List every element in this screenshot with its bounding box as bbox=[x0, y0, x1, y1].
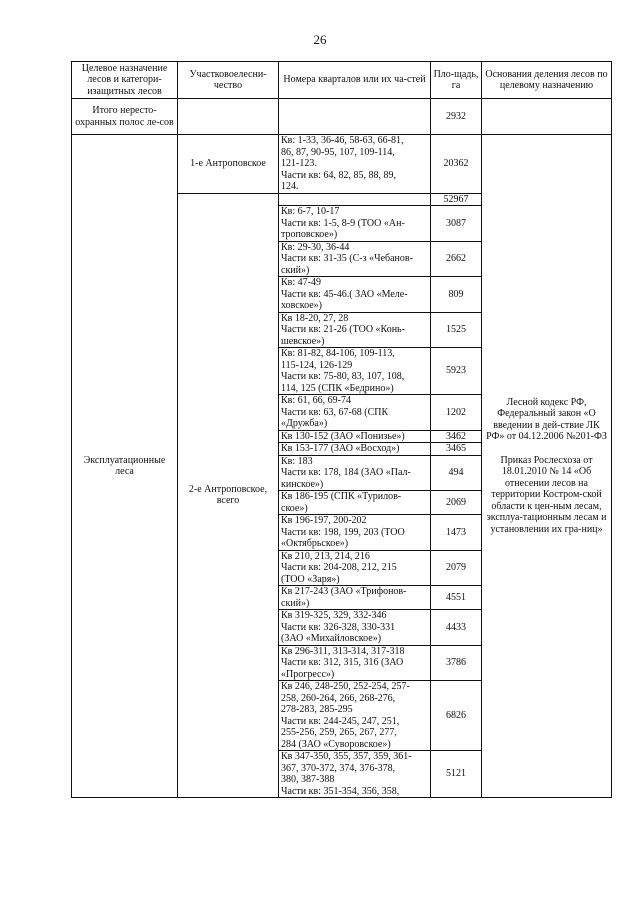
exploitation-forests-label: Эксплуатационные леса bbox=[72, 135, 178, 798]
quarter-line: «Дружба») bbox=[281, 418, 328, 429]
header-basis: Основания деления лесов по целевому назначению bbox=[482, 62, 612, 99]
quarter-line: Кв 196-197, 200-202 bbox=[281, 515, 367, 526]
quarters-cell bbox=[279, 395, 431, 431]
table-header-row bbox=[72, 62, 612, 99]
quarter-line: (ТОО «Заря») bbox=[281, 573, 340, 585]
area-cell: 3462 bbox=[431, 430, 482, 443]
quarters-cell bbox=[279, 515, 431, 551]
quarter-line: Кв 296-311, 313-314, 317-318 bbox=[281, 645, 405, 657]
quarter-line: Кв: 29-30, 36-44 bbox=[281, 241, 350, 253]
quarters-cell bbox=[279, 430, 431, 443]
quarters-cell bbox=[279, 751, 431, 798]
quarter-line: Части кв: 312, 315, 316 (ЗАО bbox=[281, 657, 404, 668]
header-area: Пло-щадь, га bbox=[431, 62, 482, 99]
quarters-cell bbox=[279, 586, 431, 610]
quarter-line: (ЗАО «Михайловское») bbox=[281, 633, 382, 644]
area-cell: 3786 bbox=[431, 645, 482, 681]
quarter-line: Кв: 47-49 bbox=[281, 277, 321, 288]
quarters-cell bbox=[279, 277, 431, 313]
area-cell: 5923 bbox=[431, 348, 482, 395]
quarter-line: Части кв: 63, 67-68 (СПК bbox=[281, 406, 389, 418]
quarter-line: Кв 18-20, 27, 28 bbox=[281, 312, 349, 324]
quarter-line: Части кв: 75-80, 83, 107, 108, bbox=[281, 371, 405, 382]
basis-forest-code: Лесной кодекс РФ, Федеральный закон «О введении в дей-ствие ЛК РФ» от 04.12.2006 №201-ФЗ bbox=[486, 396, 607, 443]
quarter-line: Части кв: 244-245, 247, 251, bbox=[281, 715, 400, 727]
quarter-line: 284 (ЗАО «Суворовское») bbox=[281, 738, 391, 750]
area-cell: 1202 bbox=[431, 395, 482, 431]
quarter-line: Кв 153-177 (ЗАО «Восход») bbox=[281, 443, 400, 454]
quarters-cell bbox=[279, 645, 431, 681]
header-district: Участковоелесни-чество bbox=[178, 62, 279, 99]
basis-rosleskhoz-order: Приказ Рослесхоза от 18.01.2010 № 14 «Об отнесении лесов на территории Костром-ской области к цен-ным лесам, эксплуа-тационным лесам и установлении их гра-ниц» bbox=[486, 454, 607, 535]
area-cell: 1473 bbox=[431, 515, 482, 551]
quarter-line: 124. bbox=[281, 181, 299, 192]
quarter-line: Части кв: 1-5, 8-9 (ТОО «Ан- bbox=[281, 217, 405, 229]
quarter-line: Кв: 81-82, 84-106, 109-113, bbox=[281, 348, 395, 359]
page-number: 26 bbox=[313, 32, 327, 47]
quarter-line: 278-283, 285-295 bbox=[281, 704, 353, 715]
quarter-line: Кв: 6-7, 10-17 bbox=[281, 206, 340, 217]
quarter-line: Кв 130-152 (ЗАО «Понизье») bbox=[281, 430, 405, 442]
quarter-line: Кв 319-325, 329, 332-346 bbox=[281, 610, 387, 621]
area-cell: 494 bbox=[431, 455, 482, 491]
quarter-line: Кв 217-243 (ЗАО «Трифонов- bbox=[281, 586, 407, 597]
quarters-cell bbox=[279, 443, 431, 456]
area-cell: 2079 bbox=[431, 550, 482, 586]
quarter-line: Кв 186-195 (СПК «Турилов- bbox=[281, 491, 402, 502]
district1-quarters bbox=[279, 135, 431, 194]
quarter-line: Кв 210, 213, 214, 216 bbox=[281, 550, 370, 562]
quarter-line: Части кв: 31-35 (С-з «Чебанов- bbox=[281, 253, 413, 264]
quarter-line: 121-123. bbox=[281, 158, 317, 169]
quarter-line: шевское») bbox=[281, 335, 325, 347]
area-cell: 1525 bbox=[431, 312, 482, 348]
quarter-line: Части кв: 198, 199, 203 (ТОО bbox=[281, 526, 405, 538]
quarters-cell bbox=[279, 491, 431, 515]
empty-cell bbox=[482, 99, 612, 135]
area-cell: 3087 bbox=[431, 206, 482, 242]
quarter-line: Кв: 1-33, 36-46, 58-63, 66-81, bbox=[281, 135, 404, 146]
header-purpose: Целевое назначение лесов и категори-изащитных лесов bbox=[72, 62, 178, 99]
area-cell: 809 bbox=[431, 277, 482, 313]
quarters-cell bbox=[279, 312, 431, 348]
quarter-line: ховское») bbox=[281, 300, 322, 311]
quarters-cell bbox=[279, 681, 431, 751]
area-cell: 2069 bbox=[431, 491, 482, 515]
quarter-line: 115-124, 126-129 bbox=[281, 359, 353, 371]
quarters-cell bbox=[279, 455, 431, 491]
quarter-line: Части кв: 326-328, 330-331 bbox=[281, 621, 396, 633]
area-cell: 3465 bbox=[431, 443, 482, 456]
area-cell: 6826 bbox=[431, 681, 482, 751]
quarter-line: ский») bbox=[281, 597, 310, 609]
quarter-line: 114, 125 (СПК «Бедрино») bbox=[281, 382, 394, 394]
forest-purpose-table bbox=[71, 61, 612, 798]
quarter-line: Части кв: 21-26 (ТОО «Конь- bbox=[281, 324, 405, 335]
quarter-line: Кв: 61, 66, 69-74 bbox=[281, 395, 351, 406]
quarter-line: Кв: 183 bbox=[281, 455, 313, 467]
district1-area: 20362 bbox=[431, 135, 482, 194]
quarter-line: 258, 260-264, 266, 268-276, bbox=[281, 692, 396, 704]
quarter-line: «Прогресс») bbox=[281, 668, 335, 680]
quarter-line: Части кв: 351-354, 356, 358, bbox=[281, 785, 400, 797]
quarter-line: 255-256, 259, 265, 267, 277, bbox=[281, 727, 397, 738]
quarters-cell bbox=[279, 241, 431, 277]
quarter-line: Кв 347-350, 355, 357, 359, 361- bbox=[281, 751, 412, 762]
quarter-line: «Октябрьское») bbox=[281, 538, 349, 549]
quarter-line: 86, 87, 90-95, 107, 109-114, bbox=[281, 146, 395, 158]
quarter-line: троповское») bbox=[281, 229, 338, 240]
district1-row bbox=[72, 135, 612, 194]
area-cell: 5121 bbox=[431, 751, 482, 798]
quarter-line: ский») bbox=[281, 264, 310, 276]
area-cell: 4551 bbox=[431, 586, 482, 610]
total-spawning-row bbox=[72, 99, 612, 135]
quarters-cell bbox=[279, 206, 431, 242]
empty-cell bbox=[178, 99, 279, 135]
district1-name: 1-е Антроповское bbox=[178, 135, 279, 194]
quarters-cell bbox=[279, 550, 431, 586]
quarter-line: Части кв: 64, 82, 85, 88, 89, bbox=[281, 169, 396, 181]
empty-cell bbox=[279, 193, 431, 206]
district2-name: 2-е Антроповское, всего bbox=[178, 193, 279, 798]
total-spawning-label: Итого нересто-охранных полос ле-сов bbox=[72, 99, 178, 135]
quarter-line: Части кв: 45-46.( ЗАО «Меле- bbox=[281, 288, 408, 300]
area-cell: 4433 bbox=[431, 610, 482, 646]
empty-cell bbox=[279, 99, 431, 135]
quarter-line: Части кв: 178, 184 (ЗАО «Пал- bbox=[281, 467, 411, 478]
quarter-line: ское») bbox=[281, 502, 308, 514]
division-basis bbox=[482, 135, 612, 798]
quarter-line: 367, 370-372, 374, 376-378, bbox=[281, 762, 396, 774]
quarter-line: кинское») bbox=[281, 478, 324, 490]
header-quarters: Номера кварталов или их ча-стей bbox=[279, 62, 431, 99]
total-spawning-area: 2932 bbox=[431, 99, 482, 135]
quarter-line: Кв 246, 248-250, 252-254, 257- bbox=[281, 681, 410, 692]
quarter-line: 380, 387-388 bbox=[281, 774, 335, 785]
quarters-cell bbox=[279, 348, 431, 395]
district2-total-area: 52967 bbox=[431, 193, 482, 206]
quarter-line: Части кв: 204-208, 212, 215 bbox=[281, 562, 397, 573]
area-cell: 2662 bbox=[431, 241, 482, 277]
quarters-cell bbox=[279, 610, 431, 646]
